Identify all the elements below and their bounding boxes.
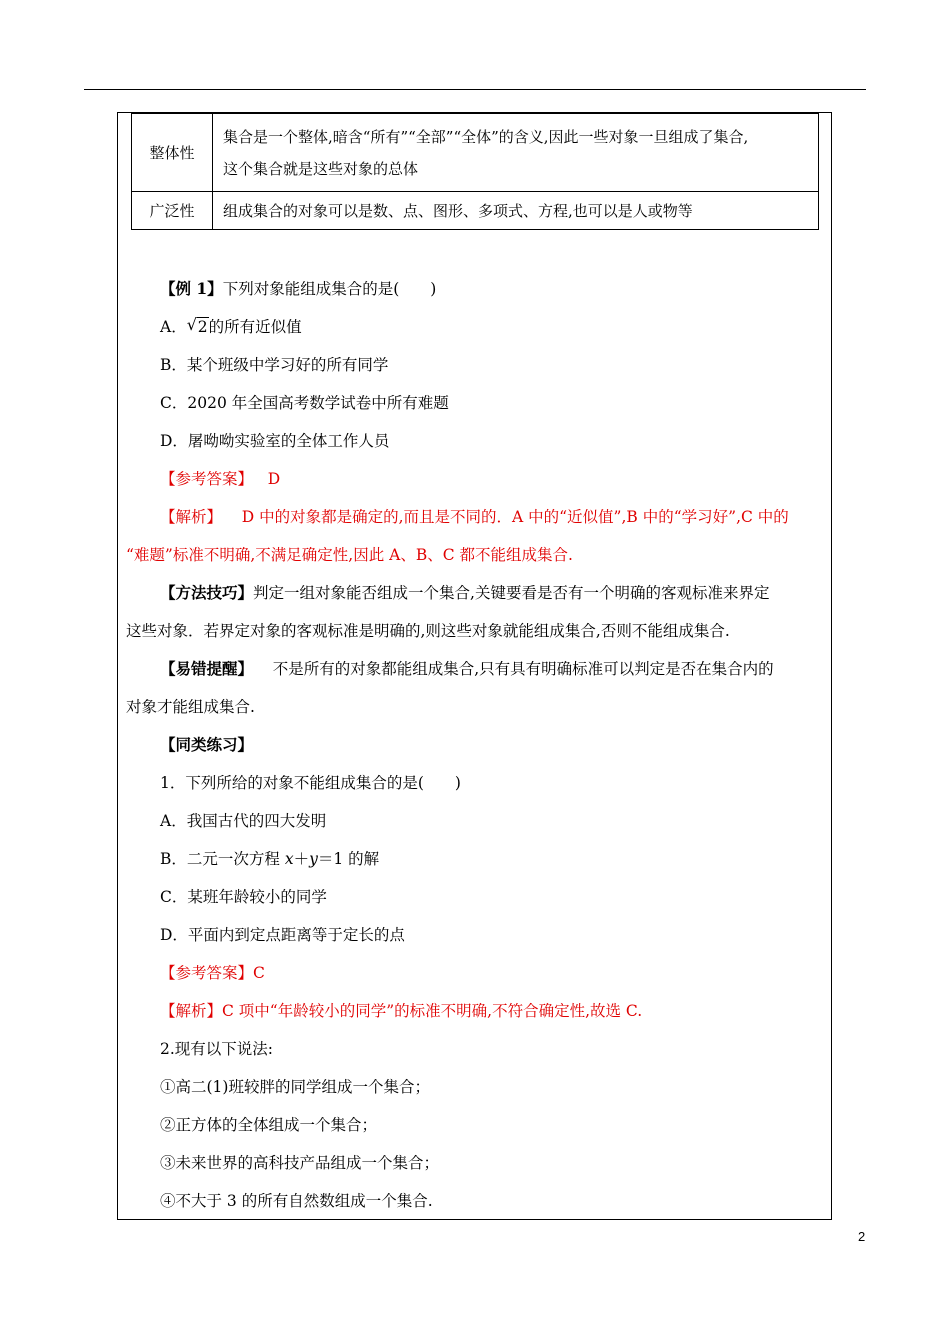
table-row — [132, 192, 819, 230]
q1-answer — [160, 962, 265, 984]
warning-label: 【易错提醒】 — [160, 659, 254, 678]
property-name: 整体性 — [132, 114, 213, 192]
radicand: 2 — [197, 318, 208, 336]
list-item: ④不大于 3 的所有自然数组成一个集合. — [160, 1192, 433, 1210]
practice-heading: 【同类练习】 — [160, 735, 254, 754]
list-item: ②正方体的全体组成一个集合； — [160, 1116, 378, 1134]
practice-q1: 1．下列所给的对象不能组成集合的是( ) — [160, 774, 461, 792]
analysis-label: 【解析】 — [160, 508, 223, 526]
answer-label: 【参考答案】 — [160, 964, 254, 982]
property-description — [213, 114, 819, 192]
radical-sign: √ — [186, 315, 197, 334]
sqrt-expression — [187, 316, 209, 338]
answer-label: 【参考答案】 — [160, 470, 254, 488]
q1-analysis — [160, 1000, 642, 1022]
table-row — [132, 114, 819, 192]
option-text: 的所有近似值 — [208, 318, 302, 336]
warning-continuation: 对象才能组成集合. — [126, 698, 255, 716]
q1-option-b — [160, 848, 379, 870]
page-number: 2 — [858, 1229, 866, 1244]
description-line: 集合是一个整体,暗含“所有”“全部”“全体”的含义,因此一些对象一旦组成了集合, — [223, 127, 749, 146]
example-label: 【例 1】 — [160, 279, 223, 298]
question-text: 下列对象能组成集合的是( ) — [222, 280, 437, 298]
option-c: C．2020 年全国高考数学试卷中所有难题 — [160, 394, 449, 412]
method-label: 【方法技巧】 — [160, 583, 254, 602]
analysis-continuation: “难题”标准不明确,不满足确定性,因此 A、B、C 都不能组成集合. — [126, 546, 573, 564]
plus-sign: ＋ — [293, 850, 310, 868]
example-1-analysis — [160, 506, 789, 528]
example-1-answer — [160, 468, 280, 490]
properties-table — [131, 113, 819, 230]
practice-q2: 2.现有以下说法: — [160, 1040, 274, 1058]
answer-value: C — [253, 964, 265, 982]
answer-value: D — [267, 470, 281, 488]
method-tip — [160, 582, 769, 604]
variable-y: y — [309, 850, 318, 868]
option-d: D．屠呦呦实验室的全体工作人员 — [160, 432, 390, 450]
q1-option-d: D．平面内到定点距离等于定长的点 — [160, 926, 405, 944]
option-text: ＝1 的解 — [317, 850, 380, 868]
analysis-text: D 中的对象都是确定的,而且是不同的．A 中的“近似值”,B 中的“学习好”,C 中的 — [241, 508, 789, 526]
warning-text: 不是所有的对象都能组成集合,只有具有明确标准可以判定是否在集合内的 — [272, 660, 774, 678]
list-item: ①高二(1)班较胖的同学组成一个集合； — [160, 1078, 430, 1096]
error-warning — [160, 658, 774, 680]
option-text: B．二元一次方程 — [160, 850, 285, 868]
analysis-label: 【解析】 — [160, 1002, 223, 1020]
description-line: 这个集合就是这些对象的总体 — [223, 159, 419, 178]
analysis-text: C 项中“年龄较小的同学”的标准不明确,不符合确定性,故选 C. — [222, 1002, 643, 1020]
option-b: B．某个班级中学习好的所有同学 — [160, 356, 389, 374]
variable-x: x — [284, 850, 294, 868]
option-prefix: A． — [160, 318, 187, 336]
option-a — [160, 316, 302, 338]
method-text: 判定一组对象能否组成一个集合,关键要看是否有一个明确的客观标准来界定 — [253, 584, 770, 602]
list-item: ③未来世界的高科技产品组成一个集合； — [160, 1154, 440, 1172]
q1-option-a: A．我国古代的四大发明 — [160, 812, 327, 830]
description-line: 组成集合的对象可以是数、点、图形、多项式、方程,也可以是人或物等 — [223, 201, 693, 220]
property-description — [213, 192, 819, 230]
method-continuation: 这些对象．若界定对象的客观标准是明确的,则这些对象就能组成集合,否则不能组成集合. — [126, 622, 730, 640]
property-name: 广泛性 — [132, 192, 213, 230]
content-frame — [117, 112, 832, 1220]
q1-option-c: C．某班年龄较小的同学 — [160, 888, 327, 906]
header-rule — [84, 89, 866, 90]
example-1-question — [160, 278, 436, 300]
